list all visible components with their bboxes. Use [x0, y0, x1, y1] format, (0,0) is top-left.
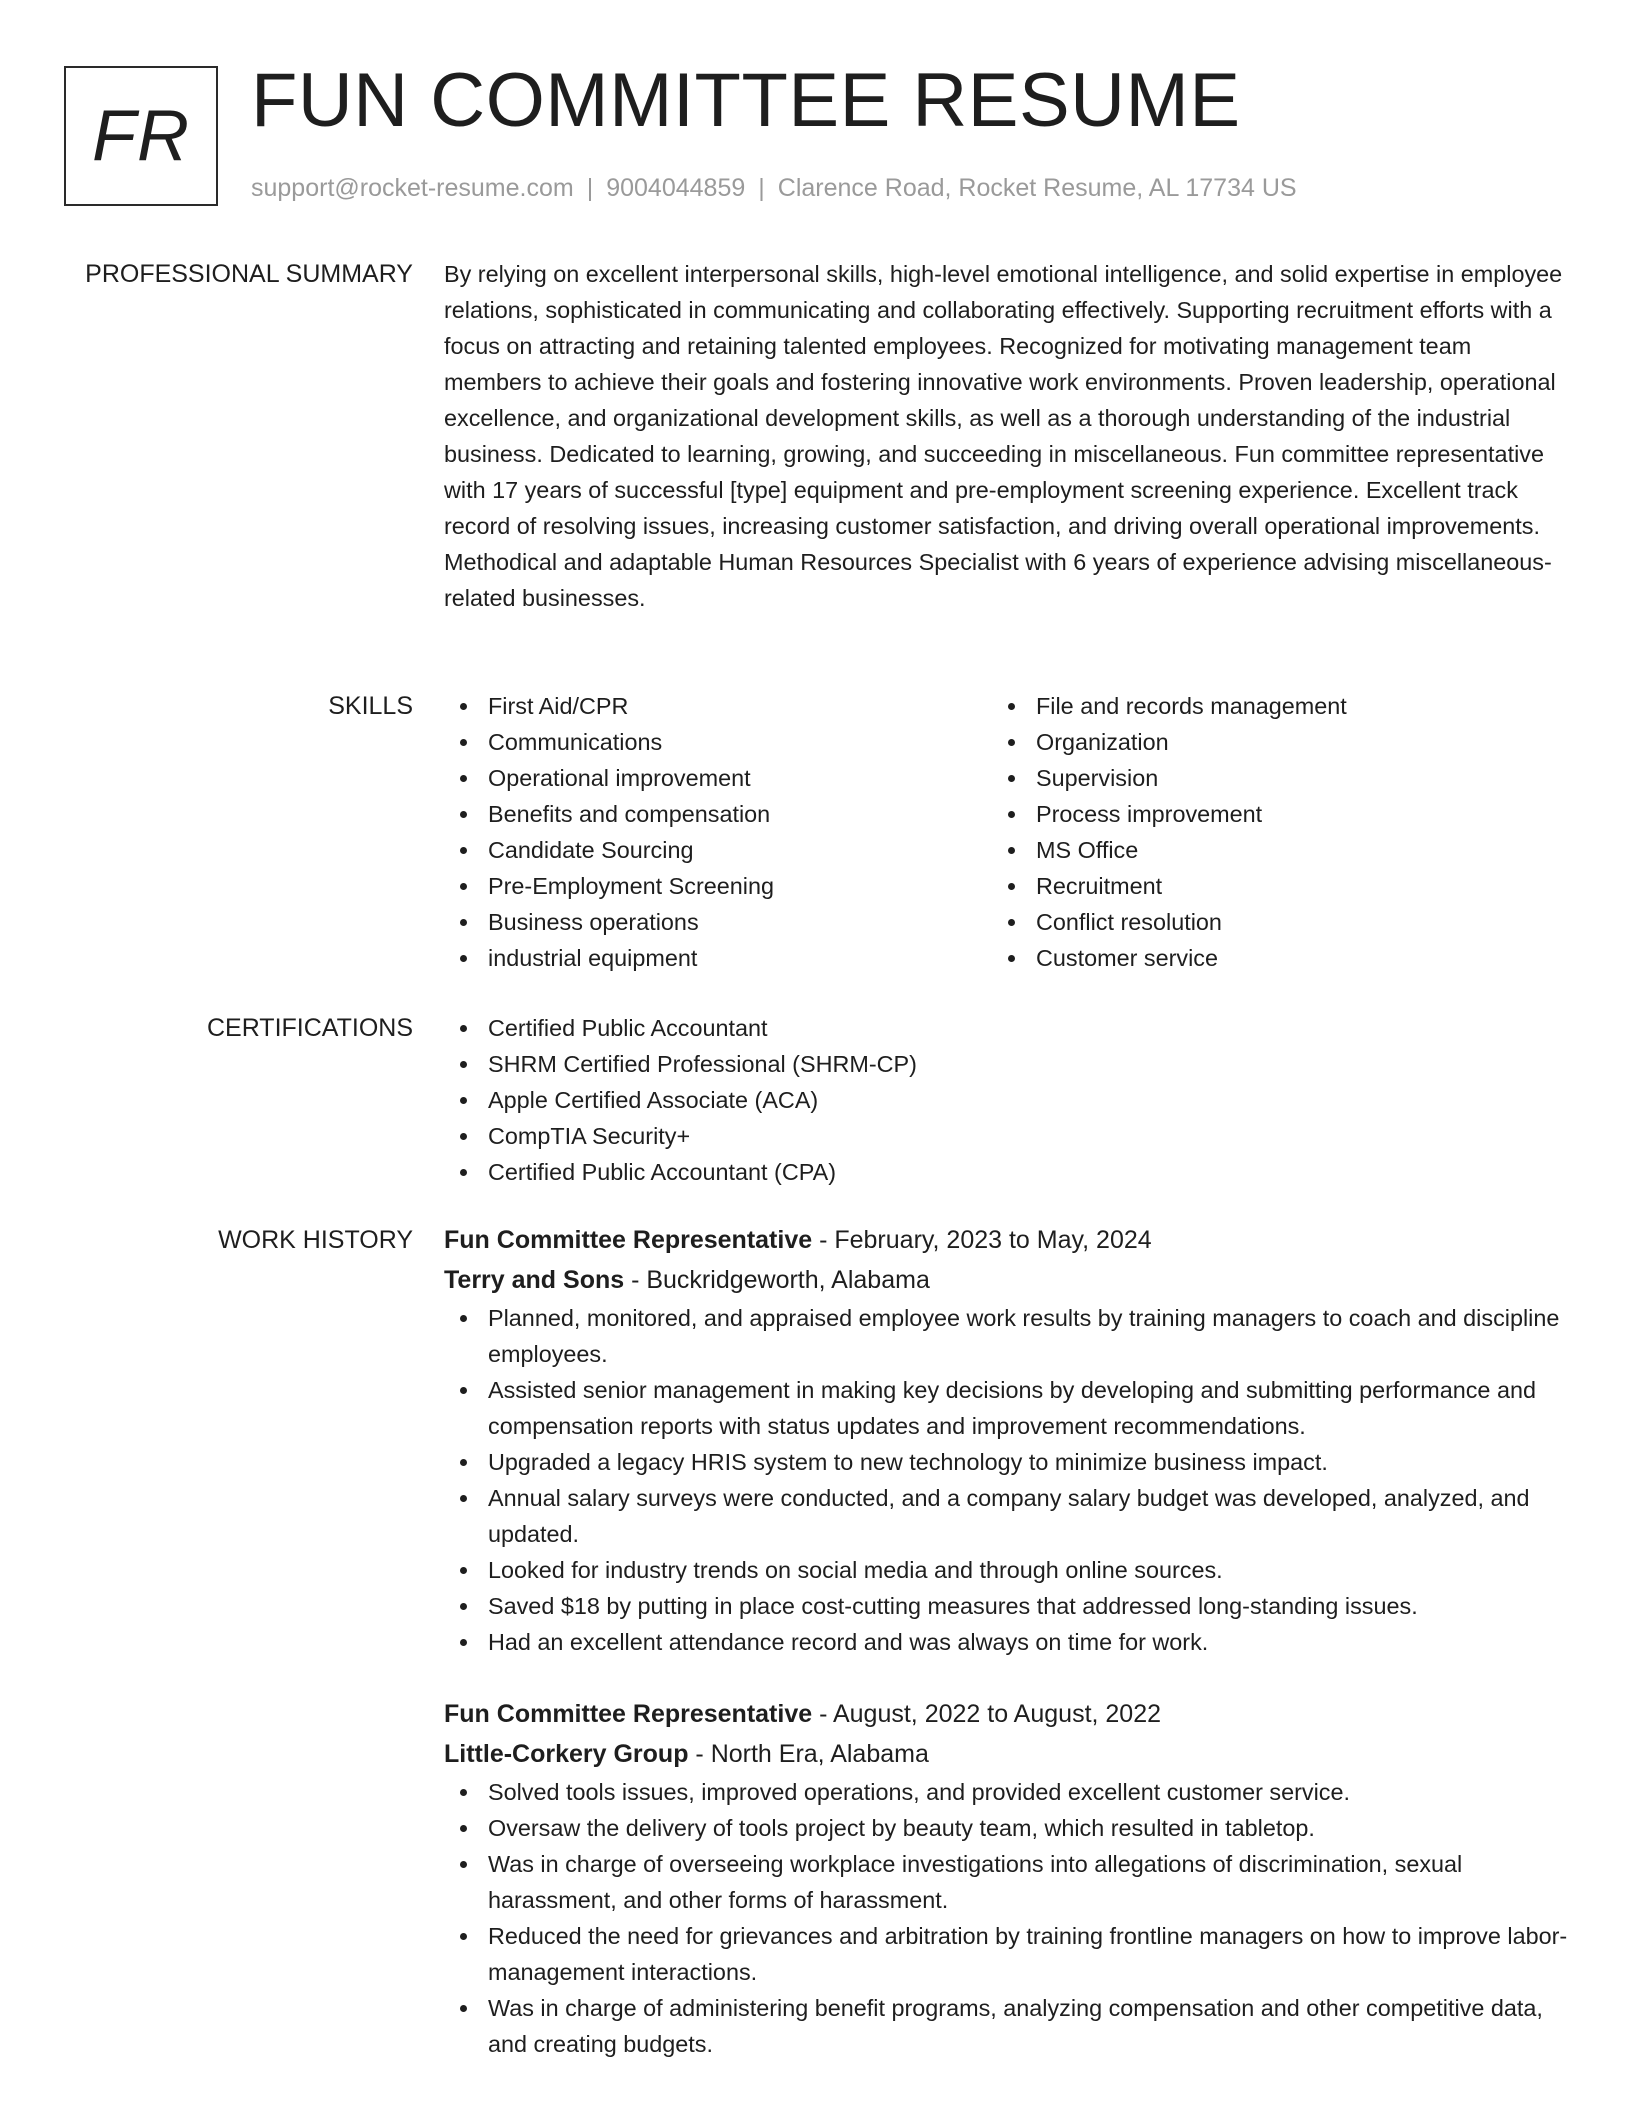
list-item: Benefits and compensation: [444, 796, 992, 832]
list-item: Certified Public Accountant (CPA): [444, 1154, 1569, 1190]
list-item: Was in charge of administering benefit programs, analyzing compensation and other competitive data, and creating budgets.: [444, 1990, 1572, 2062]
list-item: Saved $18 by putting in place cost-cutting measures that addressed long-standing issues.: [444, 1588, 1572, 1624]
list-item: Recruitment: [992, 868, 1540, 904]
resume-title: FUN COMMITTEE RESUME: [251, 58, 1241, 143]
list-item: Had an excellent attendance record and was always on time for work.: [444, 1624, 1572, 1660]
contact-email[interactable]: support@rocket-resume.com: [251, 174, 574, 202]
contact-address: Clarence Road, Rocket Resume, AL 17734 US: [777, 174, 1297, 202]
job-heading: [444, 1220, 1572, 1260]
list-item: Apple Certified Associate (ACA): [444, 1082, 1569, 1118]
skills-list-right: [992, 688, 1540, 976]
list-item: Business operations: [444, 904, 992, 940]
job-location: - North Era, Alabama: [688, 1740, 929, 1768]
list-item: Was in charge of overseeing workplace investigations into allegations of discrimination, sexual harassment, and other forms of harassment.: [444, 1846, 1572, 1918]
job-company-line: [444, 1734, 1572, 1774]
job-bullets: [444, 1300, 1572, 1660]
list-item: Reduced the need for grievances and arbitration by training frontline managers on how to improve labor-management interactions.: [444, 1918, 1572, 1990]
list-item: Oversaw the delivery of tools project by beauty team, which resulted in tabletop.: [444, 1810, 1572, 1846]
list-item: CompTIA Security+: [444, 1118, 1569, 1154]
job-company: Terry and Sons: [444, 1266, 625, 1294]
contact-line: [251, 174, 1297, 203]
contact-phone[interactable]: 9004044859: [606, 174, 746, 202]
certifications-list: [444, 1010, 1569, 1190]
job-title: Fun Committee Representative: [444, 1700, 813, 1728]
list-item: Conflict resolution: [992, 904, 1540, 940]
list-item: Candidate Sourcing: [444, 832, 992, 868]
list-item: Planned, monitored, and appraised employee work results by training managers to coach and discipline employees.: [444, 1300, 1572, 1372]
contact-separator: |: [758, 174, 765, 202]
list-item: Organization: [992, 724, 1540, 760]
list-item: First Aid/CPR: [444, 688, 992, 724]
list-item: SHRM Certified Professional (SHRM-CP): [444, 1046, 1569, 1082]
section-label-work-history: WORK HISTORY: [218, 1226, 413, 1254]
list-item: Customer service: [992, 940, 1540, 976]
list-item: Supervision: [992, 760, 1540, 796]
job-bullets: [444, 1774, 1572, 2062]
list-item: Upgraded a legacy HRIS system to new technology to minimize business impact.: [444, 1444, 1572, 1480]
list-item: Solved tools issues, improved operations, and provided excellent customer service.: [444, 1774, 1572, 1810]
job-entry: [444, 1220, 1572, 1660]
job-heading: [444, 1694, 1572, 1734]
section-label-summary: PROFESSIONAL SUMMARY: [85, 260, 413, 288]
list-item: File and records management: [992, 688, 1540, 724]
job-title: Fun Committee Representative: [444, 1226, 813, 1254]
job-company: Little-Corkery Group: [444, 1740, 689, 1768]
list-item: Certified Public Accountant: [444, 1010, 1569, 1046]
job-dates: - February, 2023 to May, 2024: [812, 1226, 1152, 1254]
summary-text: By relying on excellent interpersonal skills, high-level emotional intelligence, and solid expertise in employee relations, sophisticated in communicating and collaborating effectively. Supporting recruitment efforts with a focus on attracting and retaining talented employees. Recognized for motivating management team members to achieve their goals and fostering innovative work environments. Proven leadership, operational excellence, and organizational development skills, as well as a thorough understanding of the industrial business. Dedicated to learning, growing, and succeeding in miscellaneous. Fun committee representative with 17 years of successful [type] equipment and pre-employment screening experience. Excellent track record of resolving issues, increasing customer satisfaction, and driving overall operational improvements. Methodical and adaptable Human Resources Specialist with 6 years of experience advising miscellaneous-related businesses.: [444, 261, 1563, 611]
contact-separator: |: [586, 174, 594, 202]
section-label-certifications: CERTIFICATIONS: [206, 1014, 413, 1042]
list-item: Looked for industry trends on social media and through online sources.: [444, 1552, 1572, 1588]
skills-list-left: [444, 688, 992, 976]
job-entry: [444, 1694, 1572, 2062]
monogram-initials: FR: [92, 96, 190, 176]
list-item: Annual salary surveys were conducted, and a company salary budget was developed, analyzed, and updated.: [444, 1480, 1572, 1552]
job-location: - Buckridgeworth, Alabama: [624, 1266, 930, 1294]
job-company-line: [444, 1260, 1572, 1300]
list-item: Operational improvement: [444, 760, 992, 796]
list-item: Communications: [444, 724, 992, 760]
section-label-skills: SKILLS: [328, 692, 413, 720]
monogram-badge: [64, 66, 218, 206]
list-item: MS Office: [992, 832, 1540, 868]
job-dates: - August, 2022 to August, 2022: [812, 1700, 1162, 1728]
list-item: Process improvement: [992, 796, 1540, 832]
list-item: Pre-Employment Screening: [444, 868, 992, 904]
list-item: industrial equipment: [444, 940, 992, 976]
list-item: Assisted senior management in making key decisions by developing and submitting performance and compensation reports with status updates and improvement recommendations.: [444, 1372, 1572, 1444]
